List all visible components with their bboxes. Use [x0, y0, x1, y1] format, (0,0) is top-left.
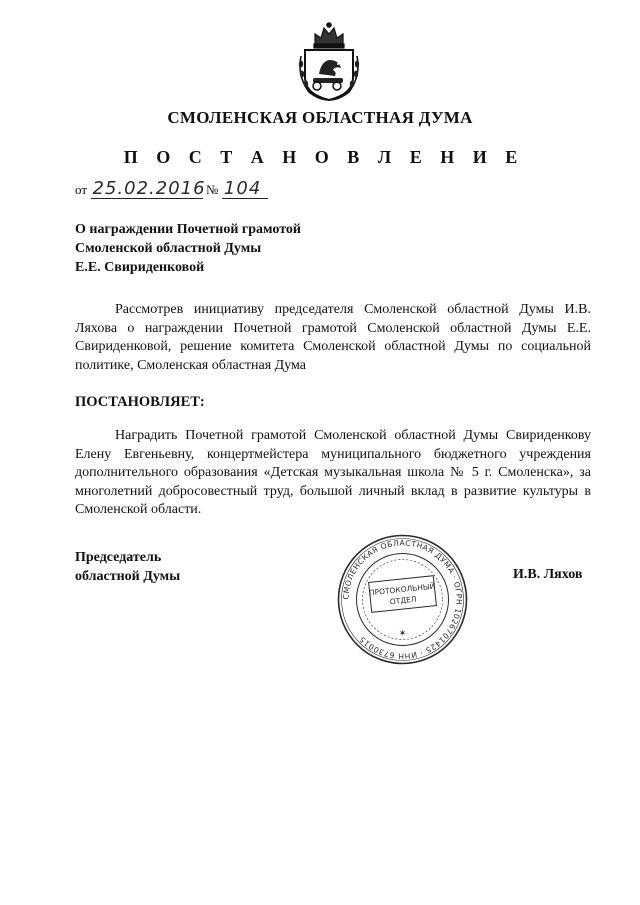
subject-line: Смоленской областной Думы: [75, 241, 262, 256]
stamp-star-icon: ✶: [398, 628, 407, 638]
signatory-title-line: областной Думы: [75, 569, 181, 584]
from-label: от: [75, 182, 88, 197]
decree-heading: ПОСТАНОВЛЯЕТ:: [75, 394, 205, 410]
number-label: №: [206, 182, 219, 197]
official-stamp: [336, 533, 469, 666]
document-type-title: П О С Т А Н О В Л Е Н И Е: [123, 147, 525, 167]
preamble-paragraph: Рассмотрев инициативу председателя Смоленской областной Думы И.В. Ляхова о награждении Почетной грамотой Смоленской областной Думы Е.Е. Свириденковой, решение комитета Смоленской областной Думы по социальной политике, Смоленская областная Дума: [75, 302, 591, 373]
handwritten-number: 104: [222, 180, 268, 199]
organization-title: СМОЛЕНСКАЯ ОБЛАСТНАЯ ДУМА: [167, 108, 473, 127]
coat-of-arms-icon: [297, 20, 361, 102]
stamp-ring-text: СМОЛЕНСКАЯ ОБЛАСТНАЯ ДУМА · ОГРН 1026701425 · ИНН 6730015: [341, 538, 464, 661]
decision-paragraph: Наградить Почетной грамотой Смоленской областной Думы Свириденкову Елену Евгеньевну, концертмейстера муниципального бюджетного учреждения дополнительного образования «Детская музыкальная школа № 5 г. Смоленска», за многолетний добросовестный труд, большой личный вклад в развитие культуры в Смоленской области.: [75, 428, 591, 517]
signatory-title: [75, 548, 180, 586]
signatory-name: И.В. Ляхов: [513, 567, 583, 582]
subject-line: Е.Е. Свириденковой: [75, 260, 205, 275]
date-number-line: [75, 180, 268, 199]
stamp-center-text-2: ОТДЕЛ: [389, 594, 417, 607]
subject-line: О награждении Почетной грамотой: [75, 222, 301, 237]
document-subject: [75, 220, 301, 277]
signatory-title-line: Председатель: [75, 550, 162, 565]
stamp-center-text-1: ПРОТОКОЛЬНЫЙ: [368, 581, 436, 598]
handwritten-date: 25.02.2016: [92, 178, 206, 199]
